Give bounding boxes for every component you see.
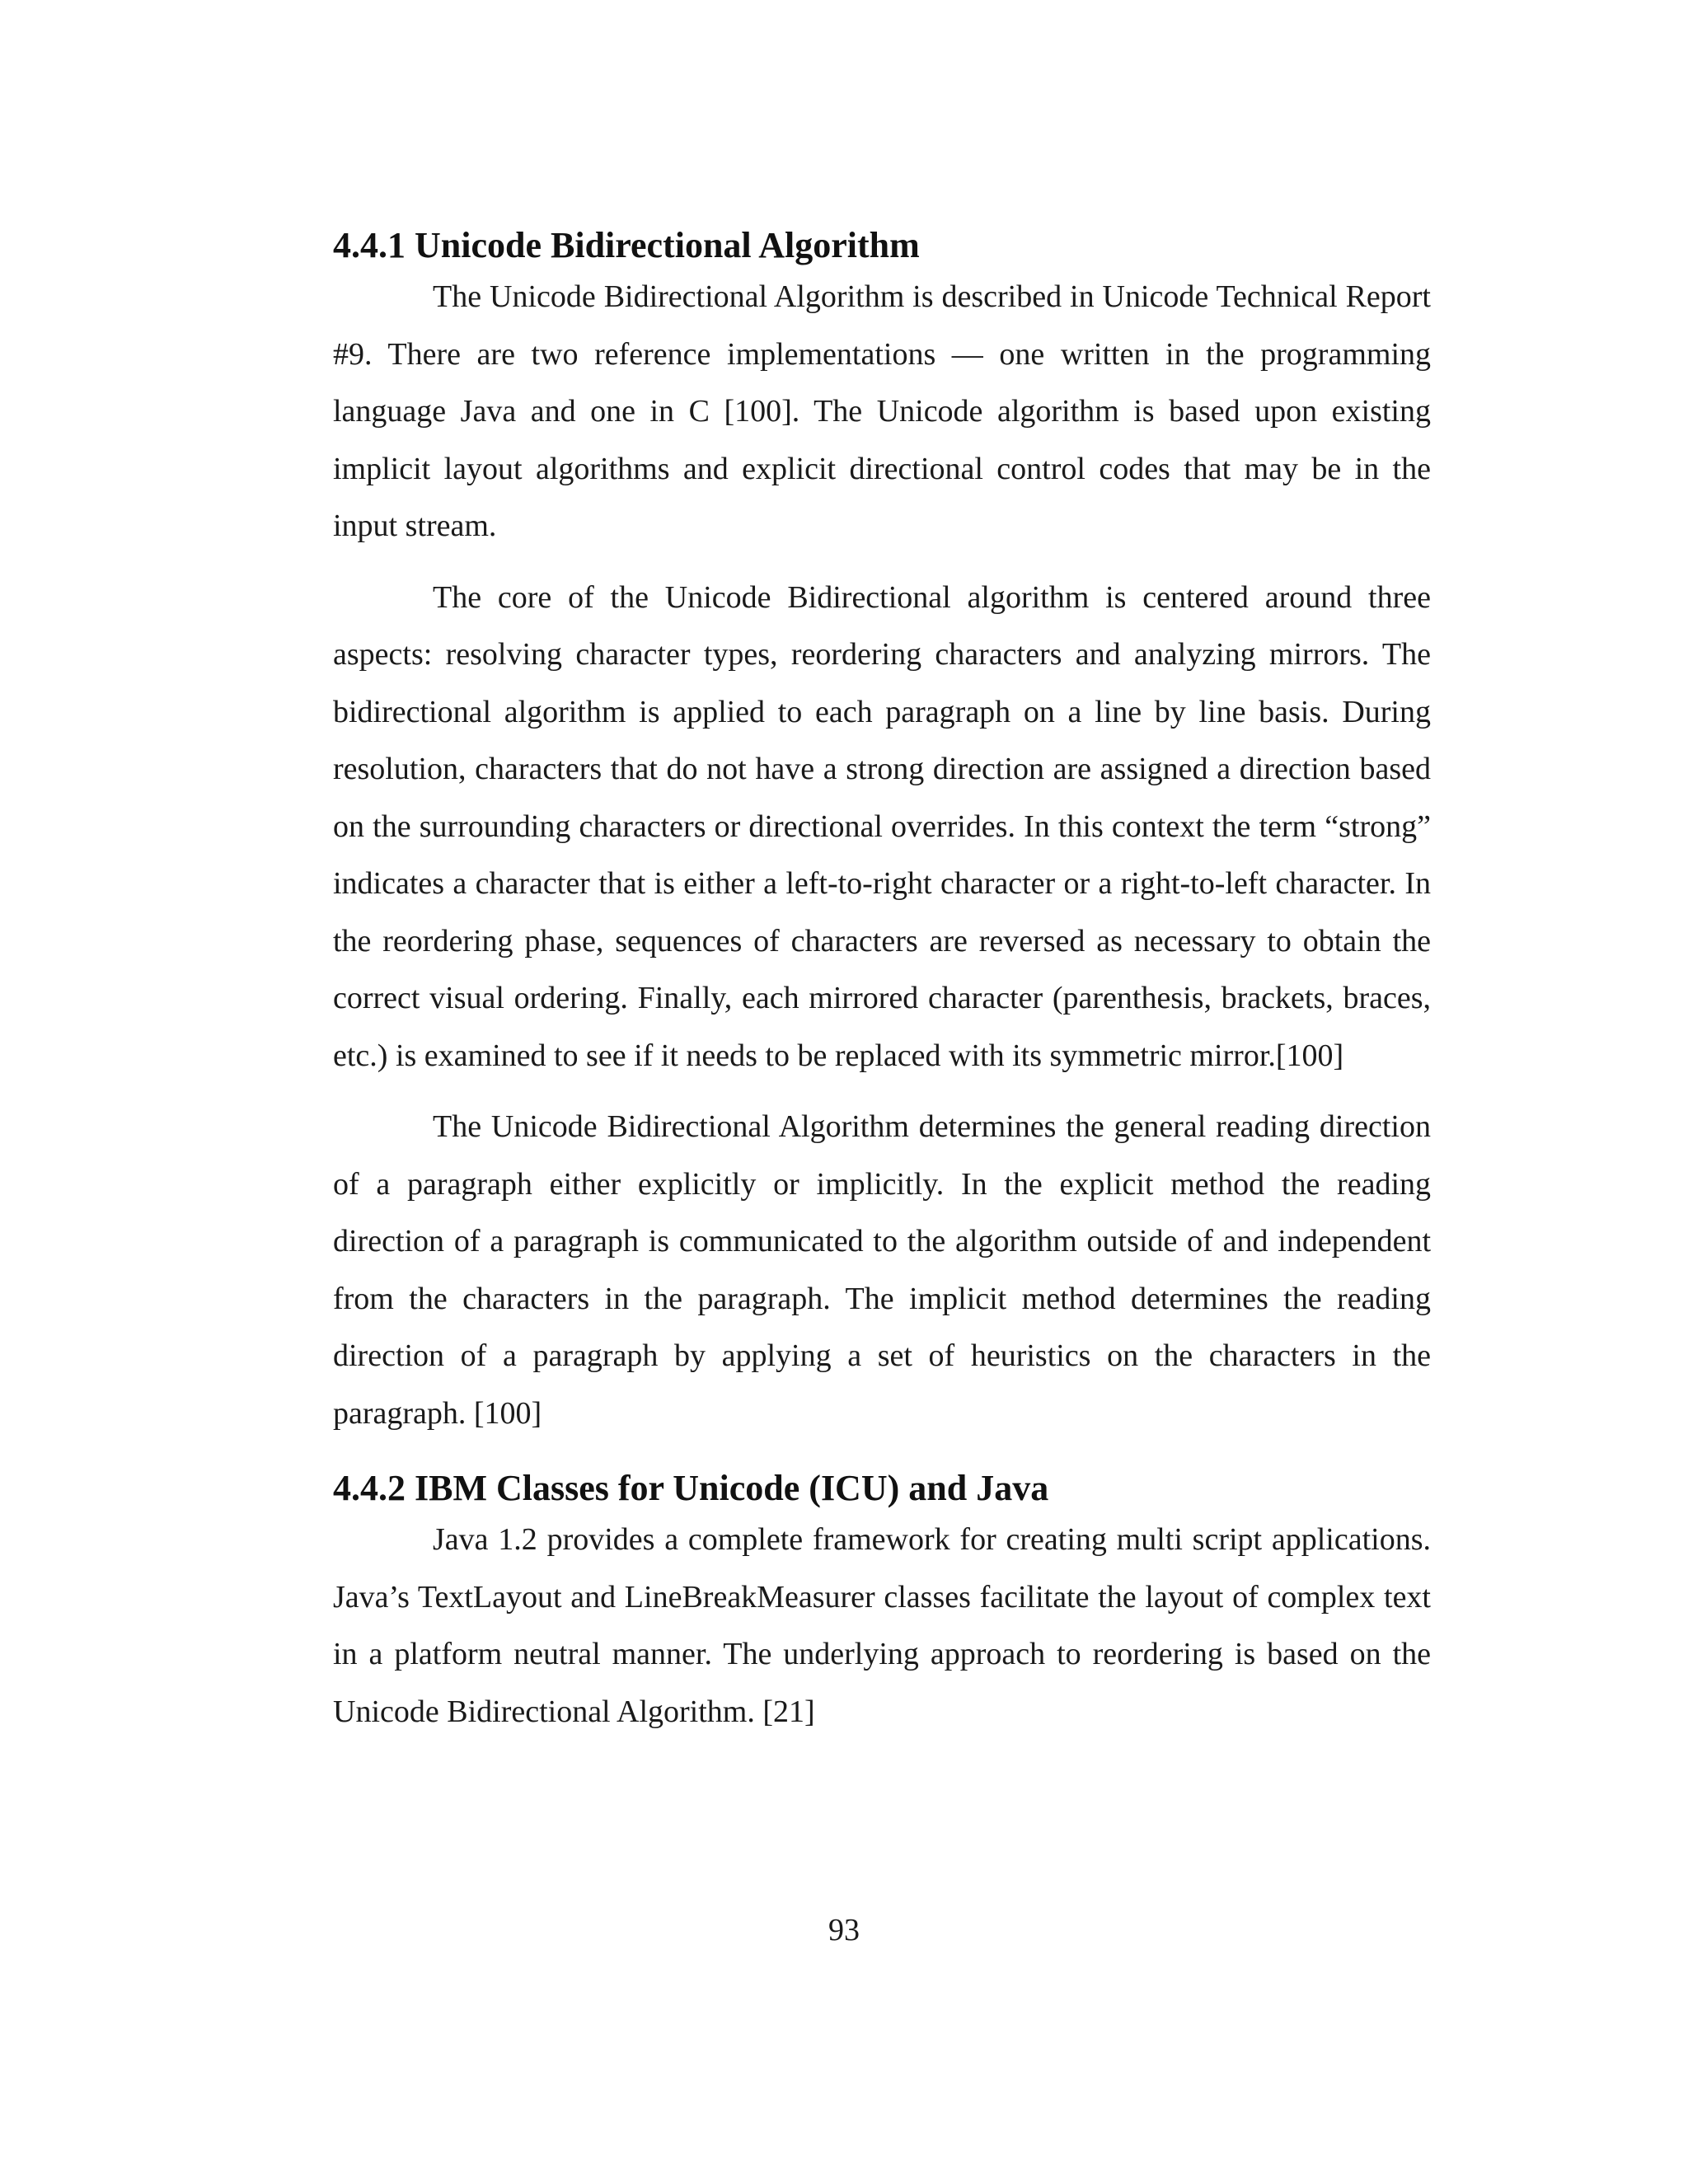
paragraph: Java 1.2 provides a complete framework for creating multi script applications. Java’s TextLayout and LineBreakMeasurer classes facilitate the layout of complex text in a platform neutral manner. The underlying approach to reordering is based on the Unicode Bidirectional Algorithm. [21]: [333, 1522, 1431, 1729]
paragraph: The Unicode Bidirectional Algorithm determines the general reading direction of a paragraph either explicitly or implicitly. In the explicit method the reading direction of a paragraph is communicated to the algorithm outside of and independent from the characters in the paragraph. The implicit method determines the reading direction of a paragraph by applying a set of heuristics on the characters in the paragraph. [100]: [333, 1109, 1431, 1431]
section-heading: 4.4.1 Unicode Bidirectional Algorithm: [333, 225, 920, 265]
page-number: 93: [828, 1913, 860, 1947]
paragraph: The core of the Unicode Bidirectional algorithm is centered around three aspects: resolving character types, reordering characters and analyzing mirrors. The bidirectional algorithm is applied to each paragraph on a line by line basis. During resolution, characters that do not have a strong direction are assigned a direction based on the surrounding characters or directional overrides. In this context the term “strong” indicates a character that is either a left-to-right character or a right-to-left character. In the reordering phase, sequences of characters are reversed as necessary to obtain the correct visual ordering. Finally, each mirrored character (parenthesis, brackets, braces, etc.) is examined to see if it needs to be replaced with its symmetric mirror.[100]: [333, 579, 1431, 1073]
section-heading: 4.4.2 IBM Classes for Unicode (ICU) and Java: [333, 1468, 1049, 1508]
paragraph: The Unicode Bidirectional Algorithm is described in Unicode Technical Report #9. There are two reference implementations — one written in the programming language Java and one in C [100]. The Unicode algorithm is based upon existing implicit layout algorithms and explicit directional control codes that may be in the input stream.: [333, 279, 1431, 543]
page-content: [333, 223, 1431, 1741]
